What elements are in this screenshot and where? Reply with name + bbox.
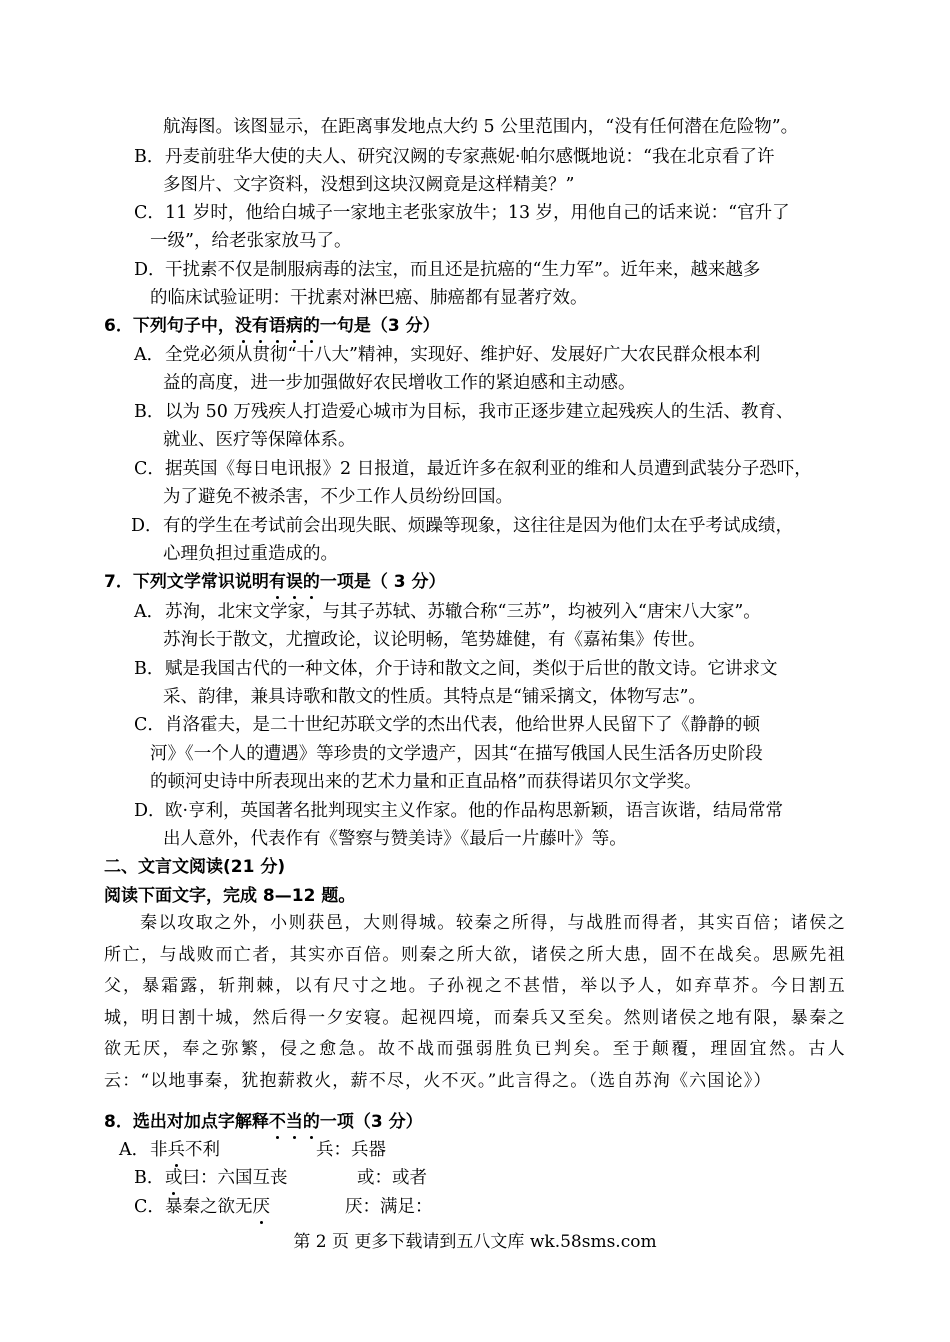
q5-option-a-continuation: 航海图。该图显示，在距离事发地点大约 5 公里范围内，“没有任何潜在危险物”。: [163, 117, 799, 137]
q8-option-b-label: B．: [134, 1168, 165, 1188]
section2-instruction: 阅读下面文字，完成 8—12 题。: [104, 886, 356, 906]
q7-option-b-line1: 赋是我国古代的一种文体，介于诗和散文之间，类似于后世的散文诗。它讲求文: [165, 659, 778, 679]
q7-stem: 7．下列文学常识说明有误的一项是（ 3 分）: [104, 568, 446, 596]
q6-stem: 6．下列句子中，没有语病的一句是（3 分）: [104, 312, 440, 340]
q8-option-c-gloss: 厌：满足：: [345, 1197, 433, 1217]
q7-option-c-line1: 肖洛霍夫，是二十世纪苏联文学的杰出代表，他给世界人民留下了《静静的顿: [165, 715, 760, 735]
q8-option-b-text: 或曰：六国互丧: [165, 1164, 288, 1192]
q8-option-a-label: A．: [119, 1140, 150, 1160]
q8-option-a-gloss: 兵：兵器: [316, 1140, 386, 1160]
q8-option-c-label: C．: [134, 1197, 165, 1217]
q6-option-b-line2: 就业、医疗等保障体系。: [163, 430, 356, 450]
classical-chinese-passage: 秦以攻取之外，小则获邑，大则得城。较秦之所得，与战胜而得者，其实百倍；诸侯之所亡，与战败而亡者，其实亦百倍。则秦之所大欲，诸侯之所大患，固不在战矣。思厥先祖父，暴霜露，斩荆棘，以有尺寸之地。子孙视之不甚惜，举以予人，如弃草芥。今日割五城，明日割十城，然后得一夕安寝。起视四境，而秦兵又至矣。然则诸侯之地有限，暴秦之欲无厌，奉之弥繁，侵之愈急。故不战而强弱胜负已判矣。至于颠覆，理固宜然。古人云：“以地事秦，犹抱薪救火，薪不尽，火不灭。”此言得之。（选自苏洵《六国论》）: [104, 913, 846, 1091]
q5-option-c-line2: 一级”，给老张家放马了。: [150, 231, 352, 251]
page-footer: 第 2 页 更多下载请到五八文库 wk.58sms.com: [293, 1232, 657, 1252]
q5-option-b-line1: 丹麦前驻华大使的夫人、研究汉阙的专家燕妮·帕尔感慨地说：“我在北京看了许: [165, 147, 775, 167]
q8-stem: 8．选出对加点字解释不当的一项（3 分）: [104, 1108, 423, 1136]
q5-option-d-label: D．: [134, 260, 166, 280]
q6-option-d-line1: 有的学生在考试前会出现失眠、烦躁等现象，这往往是因为他们太在乎考试成绩，: [163, 516, 793, 536]
q5-option-c-label: C．: [134, 203, 165, 223]
q7-option-d-label: D．: [134, 801, 166, 821]
q6-option-d-label: D．: [131, 516, 163, 536]
q7-option-c-line3: 的顿河史诗中所表现出来的艺术力量和正直品格”而获得诺贝尔文学奖。: [150, 772, 702, 792]
q5-option-d-line2: 的临床试验证明：干扰素对淋巴癌、肺癌都有显著疗效。: [150, 288, 588, 308]
q5-option-c-line1: 11 岁时，他给白城子一家地主老张家放牛；13 岁，用他自己的话来说：“官升了: [165, 203, 790, 223]
q7-option-a-line1: 苏洵，北宋文学家，与其子苏轼、苏辙合称“三苏”，均被列入“唐宋八大家”。: [165, 602, 761, 622]
q5-option-d-line1: 干扰素不仅是制服病毒的法宝，而且还是抗癌的“生力军”。近年来，越来越多: [165, 260, 761, 280]
q7-option-c-label: C．: [134, 715, 165, 735]
q7-option-b-line2: 采、韵律，兼具诗歌和散文的性质。其特点是“铺采摛文，体物写志”。: [163, 687, 706, 707]
q7-option-d-line2: 出人意外，代表作有《警察与赞美诗》《最后一片藤叶》等。: [163, 829, 627, 849]
q5-option-b-label: B．: [134, 147, 165, 167]
q6-option-a-line1: 全党必须从贯彻“十八大”精神，实现好、维护好、发展好广大农民群众根本利: [165, 345, 761, 365]
q6-option-b-line1: 以为 50 万残疾人打造爱心城市为目标，我市正逐步建立起残疾人的生活、教育、: [165, 402, 794, 422]
q8-option-c-text: 暴秦之欲无厌: [165, 1193, 270, 1221]
section2-title: 二、文言文阅读(21 分): [104, 857, 286, 877]
q8-option-b-gloss: 或：或者: [357, 1168, 427, 1188]
q7-option-a-line2: 苏洵长于散文，尤擅政论，议论明畅，笔势雄健，有《嘉祐集》传世。: [163, 630, 706, 650]
q7-option-d-line1: 欧·亨利，英国著名批判现实主义作家。他的作品构思新颖，语言诙谐，结局常常: [165, 801, 784, 821]
q6-option-c-label: C．: [134, 459, 165, 479]
q6-option-c-line2: 为了避免不被杀害，不少工作人员纷纷回国。: [163, 487, 513, 507]
q8-option-a-text: 非兵不利: [150, 1136, 220, 1164]
q5-option-b-line2: 多图片、文字资料，没想到这块汉阙竟是这样精美？”: [163, 175, 575, 195]
q7-option-c-line2: 河》《一个人的遭遇》等珍贵的文学遗产，因其“在描写俄国人民生活各历史阶段: [150, 744, 763, 764]
q6-option-a-label: A．: [134, 345, 165, 365]
q7-option-b-label: B．: [134, 659, 165, 679]
q7-option-a-label: A．: [134, 602, 165, 622]
q6-option-d-line2: 心理负担过重造成的。: [163, 544, 338, 564]
q6-option-a-line2: 益的高度，进一步加强做好农民增收工作的紧迫感和主动感。: [163, 373, 636, 393]
q6-option-b-label: B．: [134, 402, 165, 422]
q6-option-c-line1: 据英国《每日电讯报》2 日报道，最近许多在叙利亚的维和人员遭到武装分子恐吓，: [165, 459, 812, 479]
